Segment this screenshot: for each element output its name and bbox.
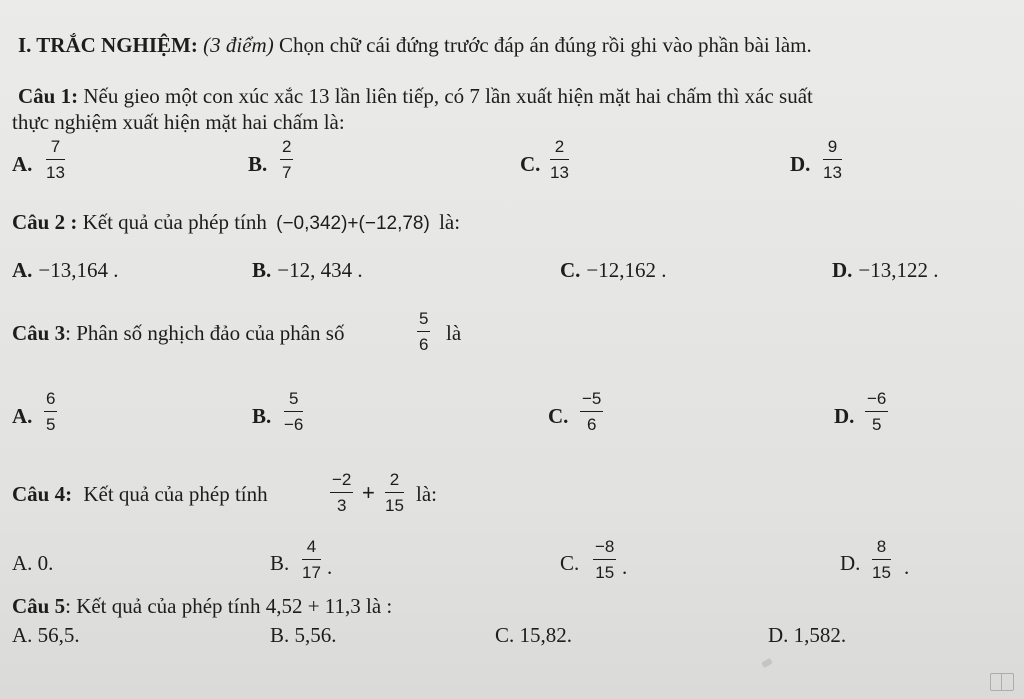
q5-option-c[interactable] <box>495 623 572 648</box>
section-points: (3 điểm) <box>203 33 274 57</box>
q3-option-d-fraction <box>865 389 888 434</box>
option-letter: B. <box>270 623 290 647</box>
fraction-bar <box>280 159 293 160</box>
q3-text-a: : Phân số nghịch đảo của phân số <box>65 321 345 345</box>
option-letter: A. <box>12 152 33 176</box>
fraction-bar <box>580 411 603 412</box>
numerator: 2 <box>554 137 565 156</box>
q3-text-b: là <box>446 321 462 345</box>
question-3 <box>12 321 344 345</box>
q2-text-a: Kết quả của phép tính <box>82 210 267 234</box>
option-letter: D. <box>840 551 861 575</box>
q4-text-a: Kết quả của phép tính <box>83 482 268 506</box>
q4-option-a[interactable] <box>12 551 53 576</box>
denominator: 6 <box>586 415 597 434</box>
q5-option-b[interactable] <box>270 623 337 648</box>
q3-label: Câu 3 <box>12 321 66 345</box>
fraction-bar <box>550 159 569 160</box>
option-letter: A. <box>12 551 33 575</box>
option-value: 1,582. <box>793 623 847 647</box>
fraction-bar <box>44 411 57 412</box>
q5-text: : Kết quả của phép tính 4,52 + 11,3 là : <box>65 594 393 618</box>
suffix: . <box>327 555 333 579</box>
q2-option-a[interactable] <box>12 258 119 283</box>
option-value: 0. <box>37 551 54 575</box>
option-value: 56,5. <box>37 623 80 647</box>
q1-option-d[interactable] <box>790 152 816 177</box>
q3-fraction <box>417 309 430 354</box>
q4-option-b-fraction <box>302 537 321 582</box>
numerator: 9 <box>827 137 838 156</box>
q4-option-d[interactable] <box>840 551 860 576</box>
q4-option-b-suffix <box>327 555 332 580</box>
fraction-bar <box>865 411 888 412</box>
q4-text-b: là: <box>416 482 437 506</box>
numerator: 5 <box>419 309 429 328</box>
q5-option-a[interactable] <box>12 623 80 648</box>
q4-option-c-suffix <box>622 555 627 580</box>
option-value: −12,162 . <box>586 258 667 282</box>
section-instruction: Chọn chữ cái đứng trước đáp án đúng rồi ghi vào phần bài làm. <box>278 33 812 57</box>
suffix: . <box>622 555 628 579</box>
q1-option-b[interactable] <box>248 152 273 177</box>
q1-text-line2: thực nghiệm xuất hiện mặt hai chấm là: <box>12 110 345 134</box>
numerator: 2 <box>389 470 400 489</box>
numerator: 2 <box>282 137 292 156</box>
q1-option-a-fraction <box>46 137 65 182</box>
option-letter: C. <box>560 258 581 282</box>
option-letter: D. <box>768 623 789 647</box>
q1-line2 <box>12 110 345 134</box>
option-letter: B. <box>270 551 290 575</box>
q4-label: Câu 4: <box>12 482 73 506</box>
q3-option-d[interactable] <box>834 404 860 429</box>
q4-option-c[interactable] <box>560 551 579 576</box>
q2-option-c[interactable] <box>560 258 667 283</box>
fraction-bar <box>823 159 842 160</box>
option-value: −13,164 . <box>38 258 119 282</box>
section-heading <box>18 33 812 57</box>
q5-label: Câu 5 <box>12 594 66 618</box>
fraction-bar <box>593 559 616 560</box>
question-5 <box>12 594 392 618</box>
option-letter: A. <box>12 404 33 428</box>
fraction-bar <box>284 411 303 412</box>
denominator: 5 <box>46 415 56 434</box>
option-value: 5,56. <box>294 623 337 647</box>
denominator: 7 <box>282 163 292 182</box>
plus-sign: + <box>362 480 375 505</box>
suffix: . <box>904 555 910 579</box>
fraction-bar <box>872 559 891 560</box>
option-letter: D. <box>790 152 811 176</box>
q1-option-a[interactable] <box>12 152 38 177</box>
option-value: 15,82. <box>519 623 573 647</box>
option-value: −12, 434 . <box>277 258 363 282</box>
fraction-bar <box>46 159 65 160</box>
option-letter: C. <box>560 551 580 575</box>
fraction-bar <box>385 492 404 493</box>
q4-option-d-suffix <box>904 555 909 580</box>
denominator: 17 <box>302 563 321 582</box>
option-letter: C. <box>495 623 515 647</box>
denominator: 13 <box>823 163 842 182</box>
numerator: −5 <box>582 389 602 408</box>
denominator: 15 <box>385 496 404 515</box>
paper-mark <box>761 658 773 668</box>
q2-label: Câu 2 : <box>12 210 78 234</box>
option-value: −13,122 . <box>858 258 939 282</box>
denominator: 5 <box>871 415 882 434</box>
numerator: 5 <box>288 389 299 408</box>
q3-option-c-fraction <box>580 389 603 434</box>
section-title: I. TRẮC NGHIỆM: <box>18 33 198 57</box>
question-4 <box>12 482 268 506</box>
q3-option-a-fraction <box>44 389 57 434</box>
option-letter: C. <box>548 404 569 428</box>
numerator: 4 <box>306 537 317 556</box>
q1-option-c[interactable] <box>520 152 546 177</box>
q2-option-b[interactable] <box>252 258 363 283</box>
q5-option-d[interactable] <box>768 623 846 648</box>
question-2 <box>12 210 460 236</box>
numerator: 6 <box>46 389 56 408</box>
q2-text-b: là: <box>439 210 461 234</box>
q2-expression: (−0,342)+(−12,78) <box>276 213 430 234</box>
q4-option-c-fraction <box>593 537 616 582</box>
page-corner-icon <box>990 673 1014 691</box>
fraction-bar <box>417 331 430 332</box>
fraction-bar <box>330 492 353 493</box>
denominator: 13 <box>550 163 569 182</box>
numerator: −8 <box>595 537 615 556</box>
q3-option-c[interactable] <box>548 404 574 429</box>
denominator: 6 <box>419 335 429 354</box>
denominator: 15 <box>872 563 891 582</box>
q1-option-b-fraction <box>280 137 293 182</box>
denominator: −6 <box>284 415 304 434</box>
q4-option-d-fraction <box>872 537 891 582</box>
q1-option-d-fraction <box>823 137 842 182</box>
numerator: 8 <box>876 537 887 556</box>
q4-fraction-2 <box>385 470 404 515</box>
q1-label: Câu 1: <box>18 84 79 108</box>
option-letter: B. <box>252 404 272 428</box>
denominator: 3 <box>336 496 347 515</box>
q3-suffix <box>446 321 461 345</box>
option-letter: C. <box>520 152 541 176</box>
option-letter: B. <box>248 152 268 176</box>
option-letter: A. <box>12 623 33 647</box>
q2-option-d[interactable] <box>832 258 939 283</box>
option-letter: D. <box>832 258 853 282</box>
q1-option-c-fraction <box>550 137 569 182</box>
q4-fraction-1 <box>330 470 353 515</box>
q4-option-b[interactable] <box>270 551 289 576</box>
q3-option-a[interactable] <box>12 404 38 429</box>
option-letter: B. <box>252 258 272 282</box>
numerator: −6 <box>867 389 887 408</box>
numerator: −2 <box>332 470 352 489</box>
denominator: 13 <box>46 163 65 182</box>
numerator: 7 <box>50 137 61 156</box>
q4-plus <box>362 481 375 505</box>
option-letter: A. <box>12 258 33 282</box>
q4-suffix <box>416 482 437 506</box>
fraction-bar <box>302 559 321 560</box>
q3-option-b-fraction <box>284 389 303 434</box>
question-1 <box>18 84 813 108</box>
denominator: 15 <box>595 563 615 582</box>
option-letter: D. <box>834 404 855 428</box>
q3-option-b[interactable] <box>252 404 277 429</box>
q1-text-line1: Nếu gieo một con xúc xắc 13 lần liên tiếp, có 7 lần xuất hiện mặt hai chấm thì xác suất <box>83 84 813 108</box>
